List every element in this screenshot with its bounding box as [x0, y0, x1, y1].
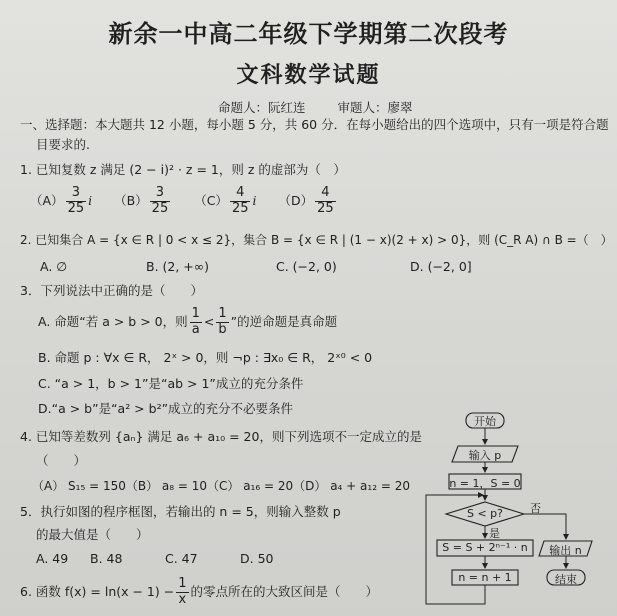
init-box: [449, 474, 521, 489]
q3-option-d: D.“a > b”是“a² > b²”成立的充分不必要条件: [38, 401, 294, 416]
flow-condition-label: S < p?: [466, 507, 503, 520]
fraction: $\frac{3}{25}$: [67, 185, 85, 216]
fraction: $\frac{3}{25}$: [151, 185, 169, 216]
flow-init-label: n = 1，S = 0: [449, 477, 521, 490]
q3-stem: 3．下列说法中正确的是（ ）: [20, 283, 203, 298]
output-parallelogram: [539, 541, 592, 556]
q4-stem: 4. 已知等差数列 {aₙ} 满足 a₆ + a₁₀ = 20，则下列选项不一定成立的是: [20, 429, 422, 444]
decision-diamond: [446, 502, 524, 526]
q3-option-b: B. 命题 p : ∀x ∈ R， 2ˣ > 0，则 ¬p : ∃x₀ ∈ R， 2ˣ⁰ < 0: [38, 350, 373, 365]
start-terminal: [466, 413, 504, 428]
q1-option-b: （B） $\frac{3}{25}$: [114, 185, 169, 216]
q2-option-b: B. (2, +∞): [146, 259, 210, 274]
q1-stem: 1. 已知复数 z 满足 (2 − i)² · z = 1，则 z 的虚部为（ ）: [20, 162, 346, 177]
flow-input-label: 输入 p: [468, 449, 502, 462]
q2-option-c: C. (−2, 0): [276, 259, 337, 274]
reviewer-name: 审题人：廖翠: [337, 100, 413, 115]
update-n-box: [452, 570, 518, 585]
exam-subtitle: 文科数学试题: [236, 62, 381, 88]
section-heading-line2: 目要求的.: [36, 137, 90, 152]
flow-yes-label: 是: [489, 527, 500, 540]
q2-option-d: D. (−2, 0]: [410, 259, 472, 274]
q4-options: （A） S₁₅ = 150（B） a₈ = 10（C） a₁₆ = 20（D） a₄ + a₁₂ = 20: [32, 479, 410, 493]
end-terminal: [547, 570, 585, 585]
q1-option-d: （D） $\frac{4}{25}$: [278, 185, 334, 216]
q5-option-c: C. 47: [165, 551, 198, 566]
byline: [218, 98, 441, 116]
fraction: $\frac{1}{a}$: [191, 306, 200, 337]
q3-option-a: A. 命题“若 a > b > 0，则 $\frac{1}{a}$ < $\frac{1}{b}$ ”的逆命题是真命题: [38, 306, 338, 337]
flow-start-label: 开始: [474, 415, 496, 428]
flow-update-s-label: S = S + 2ⁿ⁻¹ · n: [442, 541, 528, 554]
flow-end-label: 结束: [555, 573, 577, 586]
input-parallelogram: [452, 446, 518, 462]
q1-option-a: （A） $\frac{3}{25}$ i: [30, 185, 93, 216]
q2-option-a: A. ∅: [40, 259, 68, 274]
exam-title: 新余一中高二年级下学期第二次段考: [108, 19, 509, 48]
fraction: $\frac{4}{25}$: [231, 185, 249, 216]
flow-output-label: 输出 n: [549, 544, 582, 557]
update-s-box: [437, 540, 533, 556]
section-heading-line1: 一、选择题：本大题共 12 小题，每小题 5 分，共 60 分．在每小题给出的四个选项中，只有一项是符合题: [20, 117, 609, 132]
q4-paren: （ ）: [36, 453, 87, 468]
flow-update-n-label: n = n + 1: [458, 571, 512, 584]
fraction: $\frac{4}{25}$: [317, 185, 334, 216]
q3-option-c: C. “a > 1，b > 1”是“ab > 1”成立的充分条件: [38, 376, 304, 391]
fraction: $\frac{1}{x}$: [178, 576, 187, 607]
q2-stem: 2. 已知集合 A = {x ∈ R | 0 < x ≤ 2}，集合 B = {x ∈ R | (1 − x)(2 + x) > 0}，则 (C_R A) ∩ B =（ ）: [20, 233, 613, 247]
q1-option-c: （C） $\frac{4}{25}$ i: [194, 185, 257, 216]
q6-stem: 6. 函数 f(x) = ln(x − 1) − $\frac{1}{x}$ 的零点所在的大致区间是（ ）: [20, 576, 379, 607]
q5-option-b: B. 48: [90, 551, 123, 566]
q5-stem-line2: 的最大值是（ ）: [36, 527, 149, 542]
q5-option-a: A. 49: [36, 551, 69, 566]
q1-options: [30, 186, 356, 217]
flow-no-label: 否: [530, 502, 541, 515]
q5-option-d: D. 50: [240, 551, 274, 566]
q5-stem-line1: 5．执行如图的程序框图，若输出的 n = 5，则输入整数 p: [20, 504, 341, 519]
fraction: $\frac{1}{b}$: [218, 306, 227, 337]
setter-name: 命题人：阮红连: [218, 100, 306, 115]
